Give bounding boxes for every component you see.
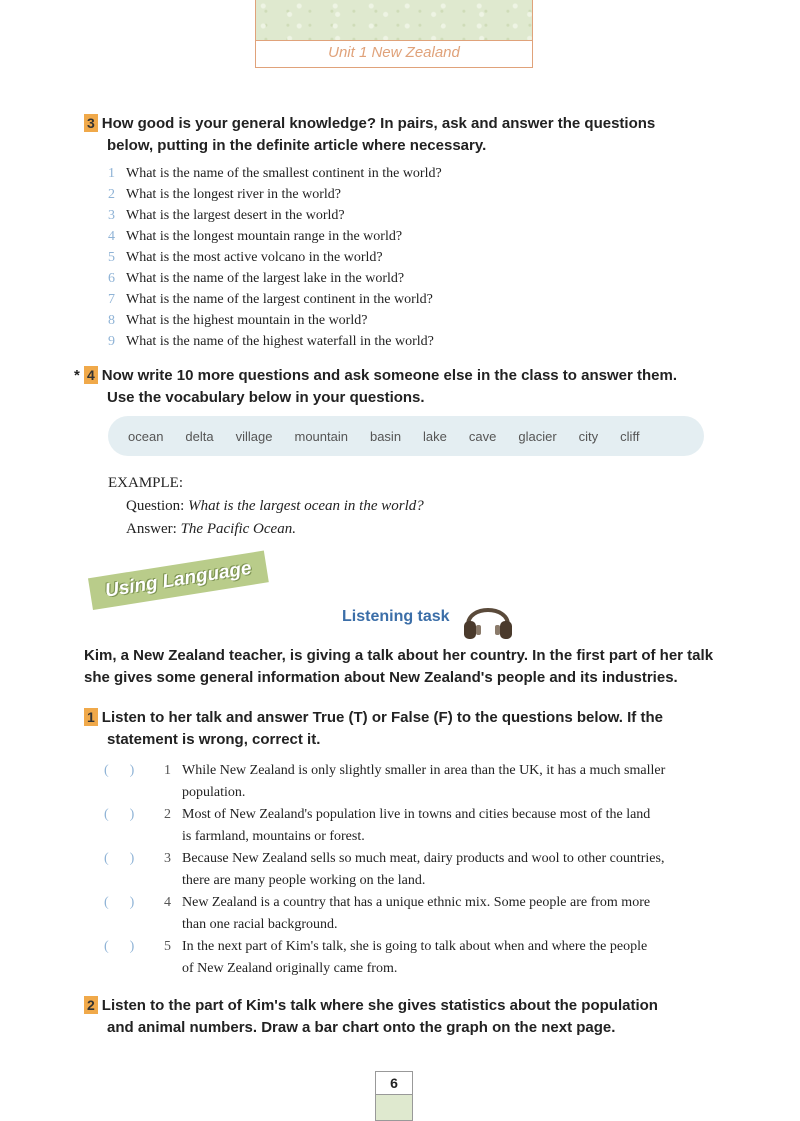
vocabulary-box	[108, 416, 704, 456]
listening-task-2-instruction: 2 Listen to the part of Kim's talk where she gives statistics about the population and animal numbers. Draw a bar chart onto the graph on the next page.	[84, 995, 724, 1039]
page-number-tab	[375, 1071, 413, 1121]
task-4-line2: Use the vocabulary below in your questions.	[107, 389, 425, 406]
example-label: EXAMPLE:	[108, 475, 183, 491]
optional-star: *	[74, 367, 80, 384]
vocab-word: glacier	[518, 428, 557, 444]
task-4-instruction	[74, 365, 724, 409]
listening-intro: Kim, a New Zealand teacher, is giving a talk about her country. In the first part of her talk she gives some general information about New Zealand's people and its industries.	[84, 647, 714, 686]
list-item: 4 What is the longest mountain range in the world?	[108, 229, 403, 244]
task-number-badge: 3	[84, 114, 98, 132]
list-item: 3 What is the largest desert in the world?	[108, 208, 345, 223]
example-question: Question: What is the largest ocean in the world?	[126, 498, 424, 514]
vocab-word: lake	[423, 428, 447, 444]
answer-blank[interactable]: ( )	[104, 763, 135, 778]
vocab-word: cave	[468, 428, 497, 444]
list-item: 8 What is the highest mountain in the world?	[108, 313, 368, 328]
list-item: 1 What is the name of the smallest continent in the world?	[108, 166, 442, 181]
list-item: ( ) 3 Because New Zealand sells so much meat, dairy products and wool to other countries, there are many people working on the land.	[104, 848, 714, 892]
vocab-word: village	[235, 428, 273, 444]
task-4-line1: Now write 10 more questions and ask someone else in the class to answer them.	[101, 367, 677, 384]
task-number-badge: 2	[84, 996, 98, 1014]
task-number-badge: 1	[84, 708, 98, 726]
headphones-icon	[460, 597, 516, 641]
vocab-word: cliff	[620, 428, 640, 444]
vocab-word: basin	[369, 428, 402, 444]
task-number-badge: 4	[84, 366, 98, 384]
list-item: ( ) 2 Most of New Zealand's population live in towns and cities because most of the land is farmland, mountains or forest.	[104, 804, 714, 848]
list-item: 6 What is the name of the largest lake in the world?	[108, 271, 405, 286]
unit-header	[255, 0, 533, 68]
example-answer: Answer: The Pacific Ocean.	[126, 521, 296, 537]
vocab-word: ocean	[128, 428, 164, 444]
vocab-word: mountain	[294, 428, 348, 444]
task-3-line2: below, putting in the definite article where necessary.	[107, 137, 487, 154]
task-3-instruction	[84, 113, 724, 157]
answer-blank[interactable]: ( )	[104, 851, 135, 866]
list-item: ( ) 1 While New Zealand is only slightly smaller in area than the UK, it has a much smaller population.	[104, 760, 714, 804]
task-3-line1: How good is your general knowledge? In pairs, ask and answer the questions	[101, 115, 656, 132]
vocab-word: delta	[185, 428, 214, 444]
list-item: 5 What is the most active volcano in the world?	[108, 250, 383, 265]
section-banner: Using Language	[88, 551, 269, 610]
unit-title: Unit 1 New Zealand	[328, 44, 460, 61]
list-item: ( ) 4 New Zealand is a country that has a unique ethnic mix. Some people are from more than one racial background.	[104, 892, 714, 936]
listening-task-title: Listening task	[342, 608, 450, 625]
list-item: 9 What is the name of the highest waterfall in the world?	[108, 334, 434, 349]
true-false-list	[104, 760, 714, 980]
vocab-word: city	[578, 428, 599, 444]
example-block	[108, 472, 424, 541]
header-texture	[256, 0, 532, 41]
question-list	[108, 163, 708, 352]
answer-blank[interactable]: ( )	[104, 939, 135, 954]
listening-task-1-instruction: 1 Listen to her talk and answer True (T) or False (F) to the questions below. If the statement is wrong, correct it.	[84, 707, 724, 751]
page-number: 6	[376, 1072, 412, 1095]
answer-blank[interactable]: ( )	[104, 807, 135, 822]
answer-blank[interactable]: ( )	[104, 895, 135, 910]
list-item: 2 What is the longest river in the world?	[108, 187, 341, 202]
list-item: ( ) 5 In the next part of Kim's talk, she is going to talk about when and where the people of New Zealand originally came from.	[104, 936, 714, 980]
list-item: 7 What is the name of the largest continent in the world?	[108, 292, 433, 307]
